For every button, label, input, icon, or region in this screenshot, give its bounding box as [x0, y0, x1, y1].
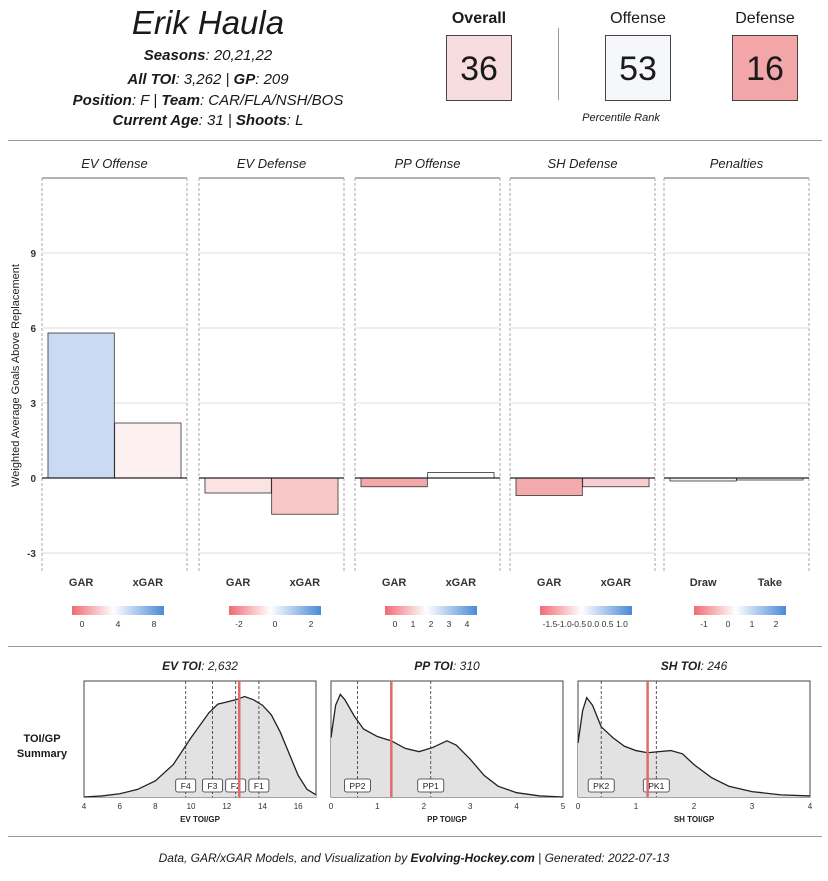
- divider-bottom: [8, 836, 822, 837]
- legend-tick-label: 4: [115, 619, 121, 629]
- line-marker-label: F1: [253, 781, 264, 791]
- toi-panel-sh-toi: [576, 659, 813, 824]
- gar-panel-ev-defense: [199, 156, 344, 629]
- x-tick-label: 3: [749, 802, 755, 811]
- x-tick-label: xGAR: [289, 577, 321, 589]
- legend-tick-label: 1: [410, 619, 416, 629]
- x-axis-label: SH TOI/GP: [673, 815, 715, 824]
- overall-label: Overall: [451, 10, 507, 27]
- x-axis-label: EV TOI/GP: [180, 815, 220, 824]
- legend-tick-label: -0.5: [571, 619, 587, 629]
- gar-panel-pp-offense: [355, 156, 500, 629]
- legend-tick-label: 4: [464, 619, 470, 629]
- defense-label: Defense: [735, 10, 795, 27]
- y-tick-label: 6: [30, 324, 36, 335]
- color-legend-bar: [229, 606, 321, 615]
- gar-panel-penalties: [664, 156, 809, 629]
- overall-rank-box: 36: [446, 35, 512, 101]
- rank-divider: [558, 28, 559, 100]
- y-tick-label: -3: [27, 549, 36, 560]
- y-tick-label: 3: [30, 399, 36, 410]
- legend-tick-label: 1: [749, 619, 755, 629]
- line-marker-label: PK2: [593, 781, 610, 791]
- color-legend-bar: [385, 606, 477, 615]
- legend-tick-label: 2: [308, 619, 314, 629]
- offense-rank-box: 53: [605, 35, 671, 101]
- toi-line: All TOI: 3,262 | GP: 209: [127, 71, 289, 88]
- x-tick-label: xGAR: [600, 577, 632, 589]
- x-tick-label: GAR: [381, 577, 407, 589]
- x-tick-label: 2: [691, 802, 697, 811]
- legend-tick-label: 0: [392, 619, 398, 629]
- line-marker-label: F2: [230, 781, 241, 791]
- panel-title: Penalties: [709, 156, 764, 171]
- x-axis-label: PP TOI/GP: [427, 815, 467, 824]
- panel-title: EV Defense: [236, 156, 307, 171]
- legend-tick-label: 8: [151, 619, 157, 629]
- x-tick-label: xGAR: [445, 577, 477, 589]
- divider-middle: [8, 646, 822, 647]
- x-tick-label: 6: [117, 802, 122, 811]
- bar-gar: [516, 478, 582, 496]
- divider-top: [8, 140, 822, 141]
- bar-gar: [48, 333, 114, 478]
- defense-rank-box: 16: [732, 35, 798, 101]
- y-axis-label: Weighted Average Goals Above Replacement: [10, 264, 22, 487]
- color-legend-bar: [694, 606, 786, 615]
- line-marker-label: PP1: [422, 781, 439, 791]
- legend-tick-label: -1: [700, 619, 708, 629]
- x-tick-label: xGAR: [132, 577, 164, 589]
- legend-tick-label: 0: [272, 619, 278, 629]
- bar-xgar: [272, 478, 338, 514]
- legend-tick-label: -1.0: [557, 619, 572, 629]
- legend-tick-label: -1.5: [542, 619, 558, 629]
- x-tick-label: 0: [575, 802, 581, 811]
- toi-chart: [0, 652, 828, 832]
- x-tick-label: GAR: [68, 577, 94, 589]
- color-legend-bar: [540, 606, 632, 615]
- line-marker-label: PP2: [349, 781, 366, 791]
- y-tick-label: 9: [30, 249, 36, 260]
- x-tick-label: 4: [807, 802, 813, 811]
- x-tick-label: 12: [222, 802, 232, 811]
- x-tick-label: 16: [293, 802, 303, 811]
- x-tick-label: GAR: [536, 577, 562, 589]
- x-tick-label: 5: [560, 802, 566, 811]
- y-tick-label: 0: [30, 474, 36, 485]
- player-name: Erik Haula: [131, 4, 285, 41]
- footer: Data, GAR/xGAR Models, and Visualization by Evolving-Hockey.com | Generated: 2022-07-13: [158, 851, 670, 865]
- legend-tick-label: 0.0: [587, 619, 600, 629]
- bar-gar: [205, 478, 271, 493]
- x-tick-label: Draw: [689, 577, 717, 589]
- age-line: Current Age: 31 | Shoots: L: [112, 112, 304, 129]
- legend-tick-label: 0.5: [601, 619, 614, 629]
- line-marker-label: F4: [180, 781, 191, 791]
- bar-xgar: [583, 478, 649, 487]
- panel-title: PP Offense: [394, 156, 461, 171]
- toi-panel-title: PP TOI: 310: [414, 659, 480, 673]
- percentile-rank-caption: Percentile Rank: [582, 112, 660, 124]
- bar-xgar: [428, 473, 494, 479]
- gar-panel-ev-offense: [42, 156, 187, 629]
- bar-gar: [361, 478, 427, 487]
- x-tick-label: 10: [186, 802, 196, 811]
- x-tick-label: GAR: [225, 577, 251, 589]
- x-tick-label: 14: [258, 802, 267, 811]
- x-tick-label: 0: [328, 802, 334, 811]
- x-tick-label: Take: [757, 577, 782, 589]
- legend-tick-label: 0: [725, 619, 731, 629]
- panel-title: EV Offense: [81, 156, 148, 171]
- x-tick-label: 4: [514, 802, 519, 811]
- toi-panel-pp-toi: [329, 659, 566, 824]
- position-line: Position: F | Team: CAR/FLA/NSH/BOS: [72, 92, 344, 109]
- color-legend-bar: [72, 606, 164, 615]
- offense-label: Offense: [610, 10, 666, 27]
- legend-tick-label: 2: [773, 619, 779, 629]
- line-marker-label: PK1: [648, 781, 665, 791]
- seasons-line: Seasons: 20,21,22: [143, 47, 273, 64]
- legend-tick-label: 3: [446, 619, 452, 629]
- x-tick-label: 4: [81, 802, 87, 811]
- toi-panel-title: EV TOI: 2,632: [162, 659, 238, 673]
- legend-tick-label: 0: [79, 619, 85, 629]
- toi-gp-summary-label: TOI/GP Summary: [16, 733, 68, 760]
- gar-panel-sh-defense: [510, 156, 655, 629]
- toi-panel-ev-toi: [82, 659, 316, 824]
- gar-chart: [0, 145, 828, 635]
- x-tick-label: 1: [633, 802, 639, 811]
- legend-tick-label: 1.0: [616, 619, 628, 629]
- toi-panel-title: SH TOI: 246: [660, 659, 728, 673]
- x-tick-label: 3: [467, 802, 473, 811]
- x-tick-label: 1: [375, 802, 380, 811]
- x-tick-label: 8: [153, 802, 158, 811]
- legend-tick-label: -2: [235, 619, 243, 629]
- x-tick-label: 2: [421, 802, 427, 811]
- legend-tick-label: 2: [428, 619, 434, 629]
- bar-xgar: [115, 423, 181, 478]
- line-marker-label: F3: [207, 781, 218, 791]
- panel-title: SH Defense: [547, 156, 618, 171]
